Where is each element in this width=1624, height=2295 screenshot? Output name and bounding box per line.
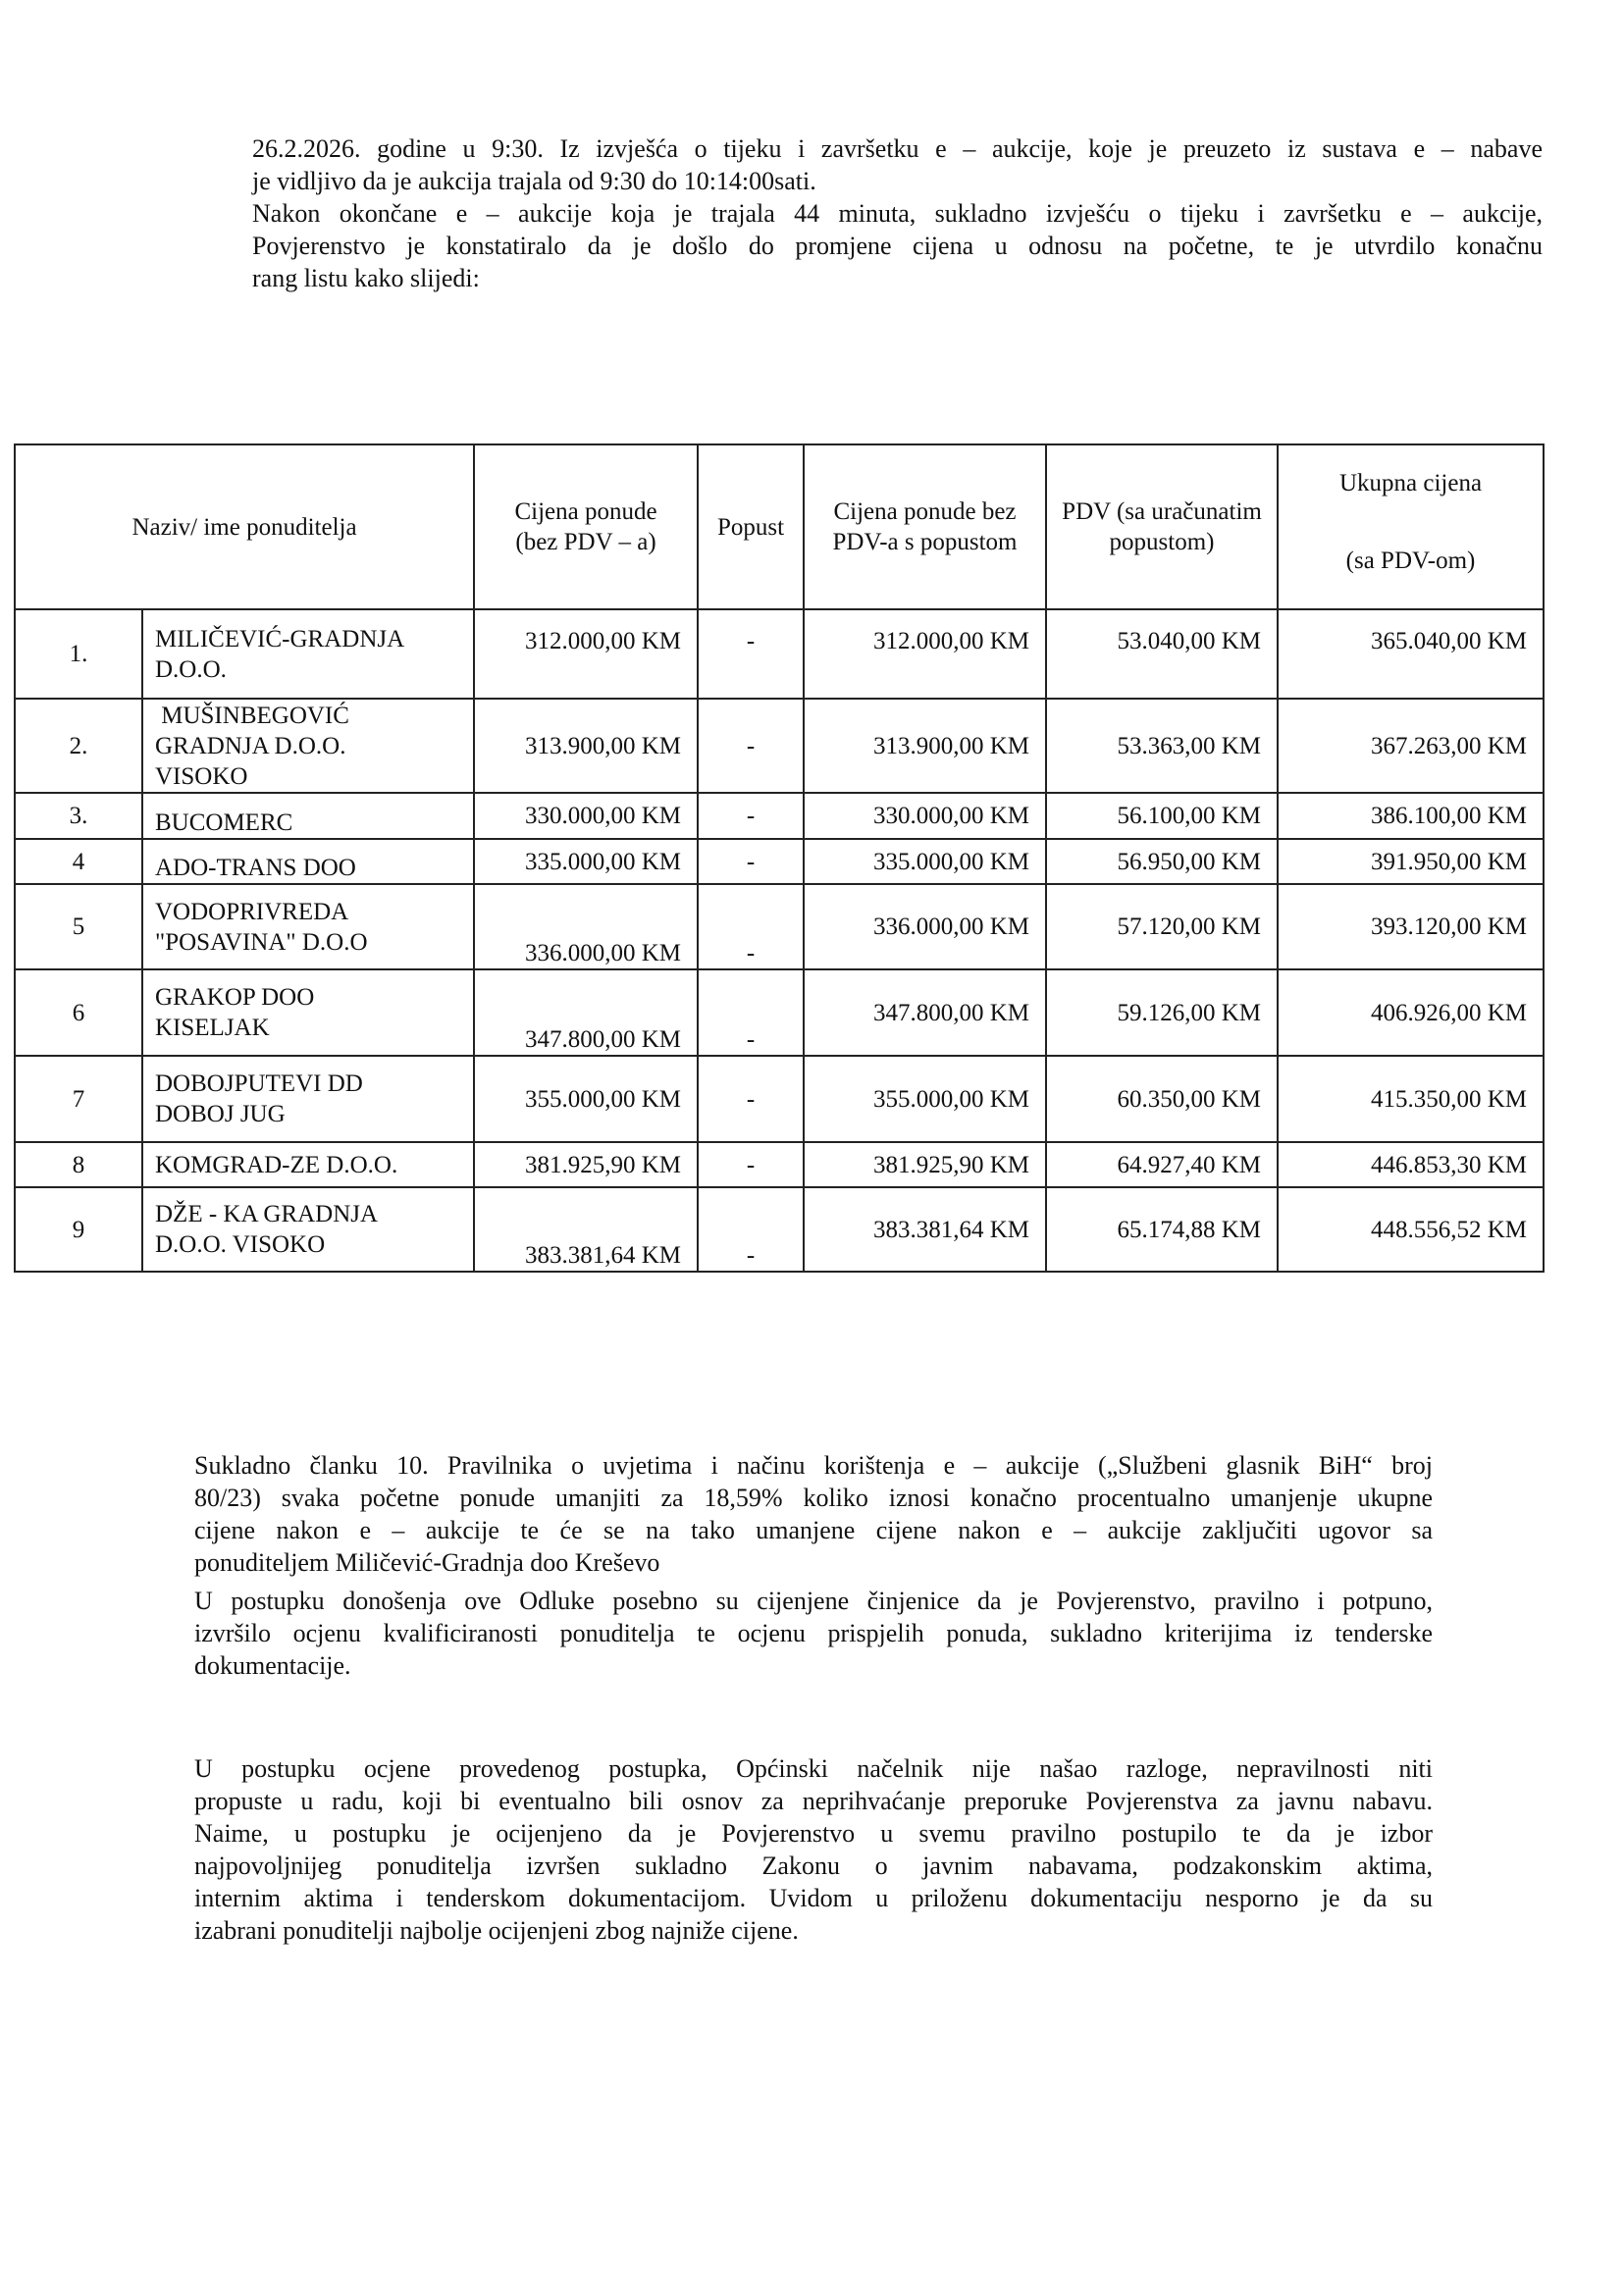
header-price [474,444,698,609]
decision-facts-paragraph [194,1585,1433,1682]
bidder-name-line: DOBOJPUTEVI DD [155,1070,363,1097]
rank-cell: 6 [15,969,142,1056]
table-row [15,839,1544,884]
table-row [15,1056,1544,1142]
vat-cell: 60.350,00 KM [1046,1056,1278,1142]
bidder-name-cell [142,699,474,793]
vat-cell: 57.120,00 KM [1046,884,1278,969]
bidder-name-cell [142,1056,474,1142]
bidder-name-line: D.O.O. [155,655,227,683]
bidder-name-line: VISOKO [155,762,248,790]
price-cell: 335.000,00 KM [474,839,698,884]
bidder-name-line: MUŠINBEGOVIĆ [155,702,349,729]
discount-cell: - [698,793,804,839]
discount-cell: - [698,699,804,793]
header-vat-line1: PDV (sa uračunatim [1062,498,1262,525]
discounted-price-cell: 381.925,90 KM [804,1142,1046,1187]
vat-cell: 65.174,88 KM [1046,1187,1278,1272]
discounted-price-cell: 336.000,00 KM [804,884,1046,969]
vat-cell: 56.100,00 KM [1046,793,1278,839]
table-row [15,884,1544,969]
header-vat [1046,444,1278,609]
total-cell: 446.853,30 KM [1278,1142,1544,1187]
bidder-name-line: GRAKOP DOO [155,984,315,1011]
table-row [15,1187,1544,1272]
intro-paragraph [252,132,1543,197]
header-discounted-line1: Cijena ponude bez [833,498,1017,525]
discount-cell: - [698,839,804,884]
rank-cell: 1. [15,609,142,699]
bidder-name-line: DŽE - KA GRADNJA [155,1201,379,1227]
bidder-name-line: MILIČEVIĆ-GRADNJA [155,625,405,652]
paragraph-line: U postupku donošenja ove Odluke posebno su cijenjene činjenice da je Povjerenstvo, pravilno i potpuno, [194,1587,1433,1615]
bidder-name-line: KOMGRAD-ZE D.O.O. [155,1151,398,1178]
vat-cell: 59.126,00 KM [1046,969,1278,1056]
paragraph-line: internim aktima i tenderskom dokumentacijom. Uvidom u priloženu dokumentaciju nesporno je da su [194,1884,1433,1912]
price-cell: 381.925,90 KM [474,1142,698,1187]
bidder-name-cell [142,609,474,699]
header-total-line2: (sa PDV-om) [1345,548,1476,574]
vat-cell: 64.927,40 KM [1046,1142,1278,1187]
table-row [15,609,1544,699]
paragraph-line: ponuditeljem Miličević-Gradnja doo Kreševo [194,1548,660,1577]
discounted-price-cell: 383.381,64 KM [804,1187,1046,1272]
rank-cell: 4 [15,839,142,884]
vat-cell: 56.950,00 KM [1046,839,1278,884]
discount-cell: - [698,609,804,699]
table-row [15,969,1544,1056]
table-row [15,1142,1544,1187]
bidder-name-line: DOBOJ JUG [155,1101,286,1127]
bidder-name-cell [142,839,474,884]
price-cell: 336.000,00 KM [474,884,698,969]
auction-summary-paragraph [252,197,1543,294]
vat-cell: 53.040,00 KM [1046,609,1278,699]
header-total-line1: Ukupna cijena [1338,470,1483,496]
price-cell: 313.900,00 KM [474,699,698,793]
bidder-name-cell [142,1187,474,1272]
bidder-name-cell [142,1142,474,1187]
bidder-name-line: KISELJAK [155,1015,270,1041]
rank-cell: 5 [15,884,142,969]
total-cell: 391.950,00 KM [1278,839,1544,884]
summary-line: rang listu kako slijedi: [252,264,480,292]
header-bidder-name [15,444,474,609]
discount-cell: - [698,1056,804,1142]
paragraph-line: Naime, u postupku je ocijenjeno da je Povjerenstvo u svemu pravilno postupilo te da je izbor [194,1819,1433,1848]
bidder-name-line: D.O.O. VISOKO [155,1231,326,1258]
header-discounted-line2: PDV-a s popustom [832,529,1018,555]
intro-line: je vidljivo da je aukcija trajala od 9:30 do 10:14:00sati. [252,167,816,195]
header-bidder-name-label: Naziv/ ime ponuditelja [131,513,357,541]
bidder-name-cell [142,969,474,1056]
evaluation-paragraph [194,1752,1433,1947]
header-total [1278,444,1544,609]
vat-cell: 53.363,00 KM [1046,699,1278,793]
header-discount [698,444,804,609]
paragraph-line: 80/23) svaka početne ponude umanjiti za 18,59% koliko iznosi konačno procentualno umanjenje ukupne [194,1484,1433,1512]
paragraph-line: U postupku ocjene provedenog postupka, Općinski načelnik nije našao razloge, nepravilnosti niti [194,1754,1433,1783]
price-cell: 383.381,64 KM [474,1187,698,1272]
bid-ranking-table [14,443,1545,1273]
bidder-name-line: BUCOMERC [155,809,293,836]
discount-cell: - [698,884,804,969]
price-cell: 312.000,00 KM [474,609,698,699]
header-discounted-price [804,444,1046,609]
table-row [15,699,1544,793]
header-price-line2: (bez PDV – a) [515,529,656,555]
rank-cell: 3. [15,793,142,839]
total-cell: 415.350,00 KM [1278,1056,1544,1142]
header-price-line1: Cijena ponude [514,498,657,525]
bidder-name-line: ADO-TRANS DOO [155,855,356,881]
bidder-name-cell [142,884,474,969]
bidder-name-line: "POSAVINA" D.O.O [155,928,368,956]
price-cell: 330.000,00 KM [474,793,698,839]
header-vat-line2: popustom) [1109,529,1215,555]
bidder-name-cell [142,793,474,839]
intro-line: 26.2.2026. godine u 9:30. Iz izvješća o tijeku i završetku e – aukcije, koje je preuzeto iz sustava e – nabave [252,134,1543,163]
header-discount-label: Popust [716,513,785,541]
discounted-price-cell: 347.800,00 KM [804,969,1046,1056]
rank-cell: 2. [15,699,142,793]
bidder-name-line: GRADNJA D.O.O. [155,732,346,759]
total-cell: 367.263,00 KM [1278,699,1544,793]
total-cell: 365.040,00 KM [1278,609,1544,699]
table-header-row [15,444,1544,609]
price-cell: 347.800,00 KM [474,969,698,1056]
total-cell: 386.100,00 KM [1278,793,1544,839]
paragraph-line: izvršilo ocjenu kvalificiranosti ponuditelja te ocjenu prispjelih ponuda, sukladno kriterijima iz tenderske [194,1619,1433,1647]
paragraph-line: izabrani ponuditelji najbolje ocijenjeni zbog najniže cijene. [194,1916,799,1945]
rank-cell: 8 [15,1142,142,1187]
paragraph-line: propuste u radu, koji bi eventualno bili osnov za neprihvaćanje preporuke Povjerenstva za javnu nabavu. [194,1787,1433,1815]
discount-cell: - [698,1187,804,1272]
rank-cell: 9 [15,1187,142,1272]
discounted-price-cell: 330.000,00 KM [804,793,1046,839]
summary-line: Nakon okončane e – aukcije koja je trajala 44 minuta, sukladno izvješću o tijeku i završetku e – aukcije, [252,199,1543,228]
discounted-price-cell: 312.000,00 KM [804,609,1046,699]
discounted-price-cell: 335.000,00 KM [804,839,1046,884]
summary-line: Povjerenstvo je konstatiralo da je došlo do promjene cijena u odnosu na početne, te je utvrdilo konačnu [252,232,1543,260]
discounted-price-cell: 313.900,00 KM [804,699,1046,793]
total-cell: 448.556,52 KM [1278,1187,1544,1272]
paragraph-line: cijene nakon e – aukcije te će se na tako umanjene cijene nakon e – aukcije zaključiti ugovor sa [194,1516,1433,1544]
total-cell: 393.120,00 KM [1278,884,1544,969]
paragraph-line: dokumentacije. [194,1651,351,1680]
discount-cell: - [698,969,804,1056]
paragraph-line: najpovoljnijeg ponuditelja izvršen sukladno Zakonu o javnim nabavama, podzakonskim aktima, [194,1852,1433,1880]
auction-reduction-paragraph [194,1449,1433,1579]
total-cell: 406.926,00 KM [1278,969,1544,1056]
discount-cell: - [698,1142,804,1187]
price-cell: 355.000,00 KM [474,1056,698,1142]
paragraph-line: Sukladno članku 10. Pravilnika o uvjetima i načinu korištenja e – aukcije („Službeni glasnik BiH“ broj [194,1451,1433,1480]
bidder-name-line: VODOPRIVREDA [155,898,349,925]
table-row [15,793,1544,839]
rank-cell: 7 [15,1056,142,1142]
discounted-price-cell: 355.000,00 KM [804,1056,1046,1142]
